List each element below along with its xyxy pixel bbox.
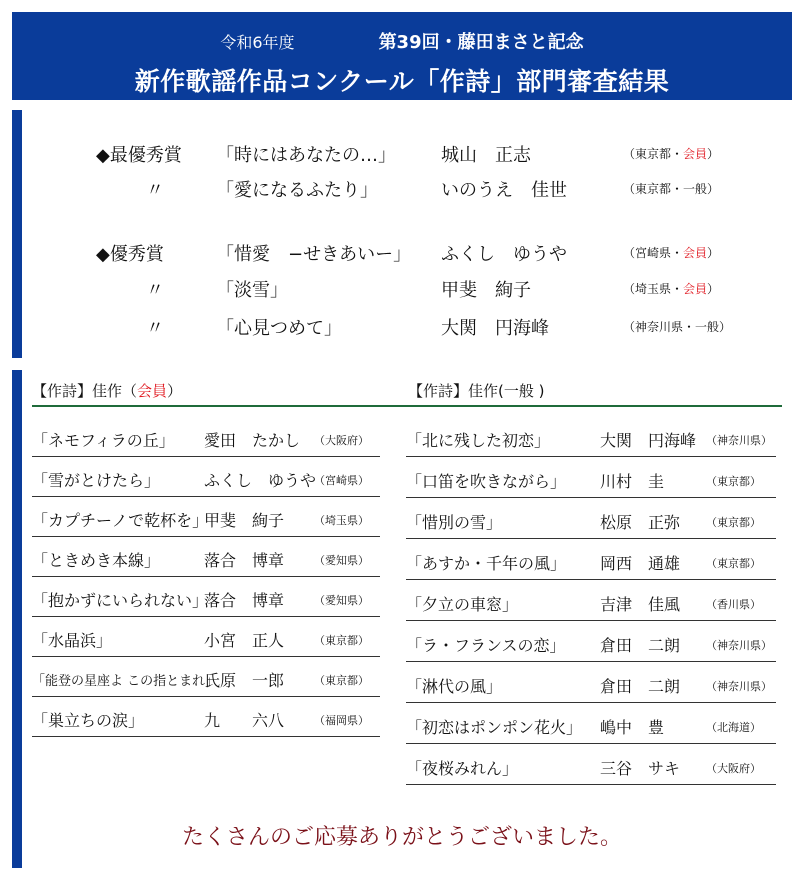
entry-title: 「北に残した初恋」	[406, 431, 551, 450]
pref-close: ）	[707, 246, 720, 260]
header-subtitle	[12, 28, 792, 54]
entry-author: 吉津 佳風	[600, 595, 681, 614]
entry-author: 倉田 二朗	[600, 677, 681, 696]
pref-open: （東京都・	[623, 147, 684, 161]
entry-author: 倉田 二朗	[600, 636, 681, 655]
list-item	[406, 744, 776, 785]
award-category: 〃	[146, 180, 164, 201]
members-section-heading	[32, 380, 182, 401]
entry-author: 九 六八	[204, 711, 285, 730]
pref-open: （東京都・	[623, 182, 684, 196]
entry-prefecture: （北海道）	[706, 721, 761, 734]
entry-title: 「ネモフィラの丘」	[32, 431, 175, 450]
award-title: 「心見つめて」	[216, 318, 342, 339]
entry-title: 「ときめき本線」	[32, 551, 161, 570]
entry-author: 小宮 正人	[204, 631, 285, 650]
entry-prefecture: （神奈川県）	[706, 680, 772, 693]
heading-close: ）	[167, 382, 183, 400]
entry-title: 「夕立の車窓」	[406, 595, 519, 614]
heading-open: 【作詩】佳作（	[32, 382, 138, 400]
pref-open: （宮崎県・	[623, 246, 684, 260]
award-title: 「愛になるふたり」	[216, 180, 378, 201]
member-status: 会員	[683, 147, 708, 161]
list-item	[32, 616, 380, 657]
entry-prefecture: （東京都）	[314, 634, 369, 647]
award-category: ◆最優秀賞	[96, 145, 182, 166]
award-title: 「惜愛 −せきあいー」	[216, 244, 412, 265]
award-author: 大関 円海峰	[441, 318, 549, 339]
header-era: 令和6年度	[220, 33, 295, 52]
award-row	[96, 240, 736, 264]
entry-author: 大関 円海峰	[600, 431, 697, 450]
award-author: ふくし ゆうや	[441, 244, 567, 265]
header-event: 第39回・藤田まさと記念	[378, 32, 584, 53]
award-author: 城山 正志	[441, 145, 531, 166]
list-item	[406, 457, 776, 498]
section-divider	[32, 405, 782, 407]
list-item	[32, 696, 380, 737]
list-item	[406, 539, 776, 580]
award-title: 「淡雪」	[216, 280, 288, 301]
entry-author: 松原 正弥	[600, 513, 681, 532]
list-item	[32, 456, 380, 497]
entry-prefecture: （香川県）	[706, 598, 761, 611]
entry-prefecture: （大阪府）	[314, 434, 369, 447]
entry-title: 「夜桜みれん」	[406, 759, 519, 778]
award-row	[96, 276, 736, 300]
entry-prefecture: （大阪府）	[706, 762, 761, 775]
entry-title: 「水晶浜」	[32, 631, 113, 650]
entry-title: 「初恋はポンポン花火」	[406, 718, 583, 737]
accent-bar-top	[12, 110, 22, 358]
page-title: 新作歌謡作品コンクール「作詩」部門審査結果	[134, 67, 670, 96]
entry-prefecture: （愛知県）	[314, 554, 369, 567]
entry-title: 「惜別の雪」	[406, 513, 503, 532]
pref-close: ）	[719, 320, 732, 334]
entry-title: 「巣立ちの涙」	[32, 711, 145, 730]
list-item	[32, 576, 380, 617]
member-status: 会員	[137, 382, 168, 400]
list-item	[32, 536, 380, 577]
award-prefecture	[623, 180, 719, 197]
award-category: 〃	[146, 318, 164, 339]
entry-author: 甲斐 絢子	[204, 511, 285, 530]
entry-prefecture: （埼玉県）	[314, 514, 369, 527]
header-banner	[12, 12, 792, 100]
list-item	[32, 416, 380, 457]
entry-author: 岡西 通雄	[600, 554, 681, 573]
list-item	[406, 416, 776, 457]
entry-author: 三谷 サキ	[600, 759, 681, 778]
entry-title: 「ラ・フランスの恋」	[406, 636, 566, 655]
list-item	[406, 662, 776, 703]
entry-author: 嶋中 豊	[600, 718, 665, 737]
pref-open: （埼玉県・	[623, 282, 684, 296]
entry-title: 「淋代の風」	[406, 677, 503, 696]
accent-bar-bottom	[12, 370, 22, 868]
general-status: 一般	[683, 182, 708, 196]
award-prefecture	[623, 244, 719, 261]
list-item	[406, 703, 776, 744]
member-status: 会員	[683, 246, 708, 260]
entry-prefecture: （愛知県）	[314, 594, 369, 607]
entry-title: 「抱かずにいられない」	[32, 591, 209, 610]
entry-prefecture: （東京都）	[706, 557, 761, 570]
award-prefecture	[623, 280, 719, 297]
award-title: 「時にはあなたの…」	[216, 145, 396, 166]
pref-close: ）	[707, 147, 720, 161]
entry-title: 「口笛を吹きながら」	[406, 472, 567, 491]
award-row	[96, 141, 736, 165]
award-row	[96, 176, 736, 200]
entry-prefecture: （神奈川県）	[706, 639, 772, 652]
entry-author: 落合 博章	[204, 591, 285, 610]
award-prefecture	[623, 318, 731, 335]
award-category: 〃	[146, 280, 164, 301]
list-item	[406, 498, 776, 539]
award-author: いのうえ 佳世	[441, 180, 567, 201]
entry-title: 「雪がとけたら」	[32, 471, 161, 490]
pref-close: ）	[707, 282, 720, 296]
list-item	[406, 621, 776, 662]
entry-prefecture: （東京都）	[706, 475, 761, 488]
entry-prefecture: （東京都）	[706, 516, 761, 529]
entry-title: 「能登の星座よ この指とまれ」	[32, 674, 219, 689]
award-prefecture	[623, 145, 719, 162]
thanks-message: たくさんのご応募ありがとうございました。	[181, 825, 622, 850]
entry-prefecture: （宮崎県）	[314, 474, 369, 487]
list-item	[32, 656, 380, 697]
general-section-heading: 【作詩】佳作(一般 )	[408, 382, 545, 400]
entry-title: 「カプチーノで乾杯を」	[32, 511, 209, 530]
award-author: 甲斐 絢子	[441, 280, 531, 301]
entry-author: 氏原 一郎	[204, 671, 285, 690]
pref-open: （神奈川県・	[623, 320, 696, 334]
list-item	[32, 496, 380, 537]
entry-author: 愛田 たかし	[204, 431, 301, 450]
entry-author: 落合 博章	[204, 551, 285, 570]
pref-close: ）	[707, 182, 720, 196]
entry-prefecture: （東京都）	[314, 674, 369, 687]
list-item	[406, 580, 776, 621]
member-status: 会員	[683, 282, 708, 296]
award-category: ◆優秀賞	[96, 244, 164, 265]
general-status: 一般	[695, 320, 720, 334]
entry-prefecture: （福岡県）	[314, 714, 369, 727]
entry-author: ふくし ゆうや	[204, 471, 317, 490]
entry-title: 「あすか・千年の風」	[406, 554, 567, 573]
award-row	[96, 314, 736, 338]
entry-author: 川村 圭	[600, 472, 665, 491]
entry-prefecture: （神奈川県）	[706, 434, 772, 447]
